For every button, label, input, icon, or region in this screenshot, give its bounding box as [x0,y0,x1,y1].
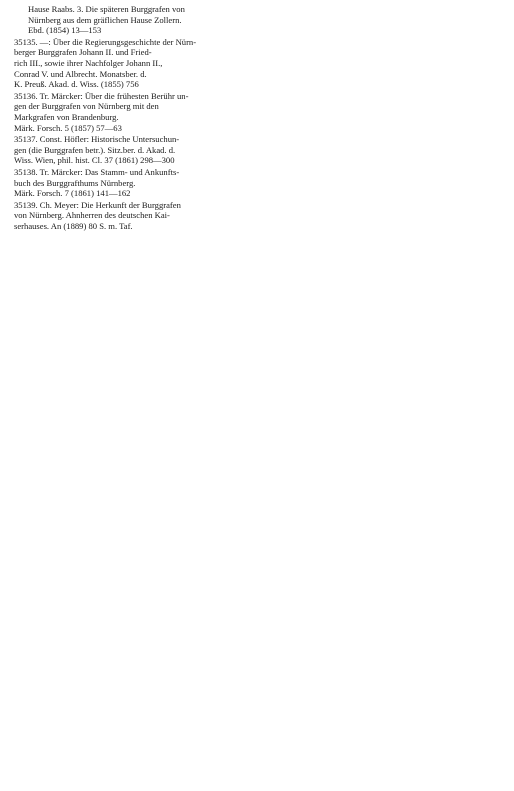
entry-line: 35139. Ch. Meyer: Die Herkunft der Burggrafen [14,199,181,210]
entry-line: Wiss. Wien, phil. hist. Cl. 37 (1861) 298—300 [14,155,175,166]
bibliography-entry-35136 [14,91,256,133]
entry-line: K. Preuß. Akad. d. Wiss. (1855) 756 [14,79,139,90]
bibliography-entry-35138 [14,167,256,199]
bibliography-entry [14,4,256,36]
bibliography-entry-35139 [14,200,256,232]
bibliography-entry-35137 [14,134,256,166]
entry-line: 35136. Tr. Märcker: Über die frühesten Berühr un- [14,90,189,101]
left-column [14,4,256,232]
bibliography-entry-35135 [14,37,256,90]
entry-line: Märk. Forsch. 7 (1861) 141—162 [14,188,131,199]
entry-line: Nürnberg aus dem gräflichen Hause Zollern. [28,14,182,25]
entry-line: rich III., sowie ihrer Nachfolger Johann II., [14,57,163,68]
entry-line: von Nürnberg. Ahnherren des deutschen Kai- [14,210,170,221]
entry-line: 35137. Const. Höfler: Historische Untersuchun- [14,134,180,145]
entry-line: gen der Burggrafen von Nürnberg mit den [14,101,159,112]
entry-line: berger Burggrafen Johann II. und Fried- [14,47,152,58]
entry-line: Ebd. (1854) 13—153 [28,25,102,36]
entry-line: 35135. —: Über die Regierungsgeschichte der Nürn- [14,36,197,47]
entry-line: Hause Raabs. 3. Die späteren Burggrafen von [28,4,185,14]
entry-line: serhauses. An (1889) 80 S. m. Taf. [14,220,133,231]
entry-line: Markgrafen von Brandenburg. [14,111,119,122]
entry-line: gen (die Burggrafen betr.). Sitz.ber. d. Akad. d. [14,144,176,155]
entry-line: Conrad V. und Albrecht. Monatsber. d. [14,68,147,79]
entry-line: buch des Burggrafthums Nürnberg. [14,177,136,188]
entry-line: 35138. Tr. Märcker: Das Stamm- und Ankunfts- [14,166,180,177]
entry-line: Märk. Forsch. 5 (1857) 57—63 [14,122,122,133]
